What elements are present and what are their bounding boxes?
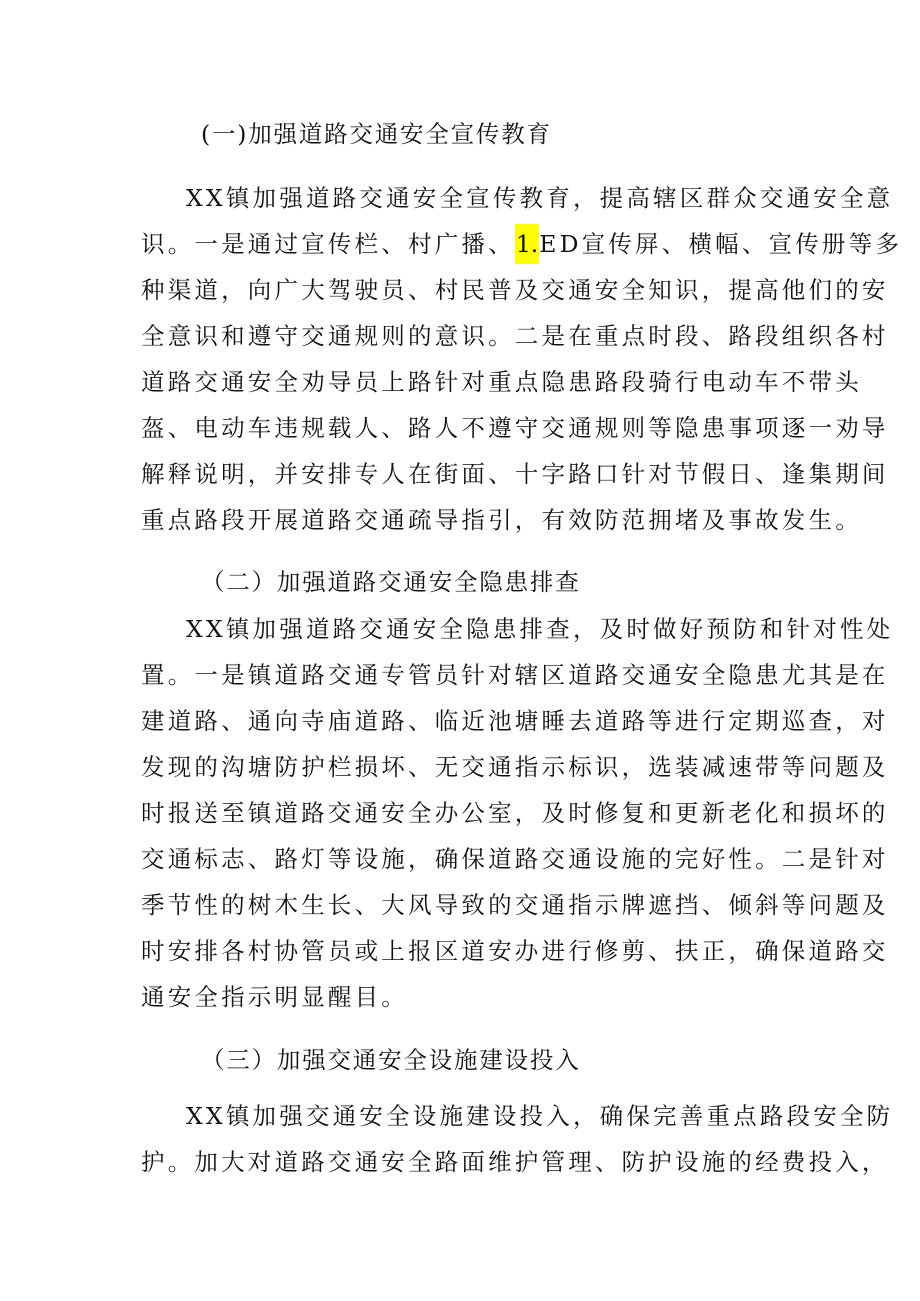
section-1-heading: (一)加强道路交通安全宣传教育 — [201, 120, 552, 148]
paragraph-line: 季节性的树木生长、大风导致的交通指示牌遮挡、倾斜等问题及 — [141, 891, 889, 919]
paragraph-line: 置。一是镇道路交通专管员针对辖区道路交通安全隐患尤其是在 — [141, 661, 889, 689]
paragraph-line: XX镇加强道路交通安全宣传教育，提高辖区群众交通安全意 — [186, 184, 894, 212]
paragraph-line: 交通标志、路灯等设施，确保道路交通设施的完好性。二是针对 — [141, 845, 889, 873]
paragraph-line: 盔、电动车违规载人、路人不遵守交通规则等隐患事项逐一劝导 — [141, 414, 889, 442]
section-2-heading: （二）加强道路交通安全隐患排查 — [201, 568, 581, 596]
paragraph-line: 护。加大对道路交通安全路面维护管理、防护设施的经费投入， — [141, 1148, 889, 1176]
paragraph-line: 解释说明，并安排专人在街面、十字路口针对节假日、逢集期间 — [141, 460, 889, 488]
paragraph-line: 时报送至镇道路交通安全办公室，及时修复和更新老化和损坏的 — [141, 799, 889, 827]
paragraph-line: 通安全指示明显醒目。 — [141, 983, 408, 1011]
section-3-heading: （三）加强交通安全设施建设投入 — [201, 1046, 581, 1074]
paragraph-line: 道路交通安全劝导员上路针对重点隐患路段骑行电动车不带头 — [141, 368, 862, 396]
paragraph-line: XX镇加强交通安全设施建设投入，确保完善重点路段安全防 — [186, 1102, 894, 1130]
paragraph-line: 全意识和遵守交通规则的意识。二是在重点时段、路段组织各村 — [141, 322, 889, 350]
paragraph-line: 重点路段开展道路交通疏导指引，有效防范拥堵及事故发生。 — [141, 506, 862, 534]
paragraph-line: 种渠道，向广大驾驶员、村民普及交通安全知识，提高他们的安 — [141, 276, 889, 304]
paragraph-line: 时安排各村协管员或上报区道安办进行修剪、扶正，确保道路交 — [141, 937, 889, 965]
paragraph-line: 发现的沟塘防护栏损坏、无交通指示标识，选装减速带等问题及 — [141, 753, 889, 781]
paragraph-line: 建道路、通向寺庙道路、临近池塘睡去道路等进行定期巡查，对 — [141, 707, 889, 735]
paragraph-text: 识。一是通过宣传栏、村广播、 — [141, 230, 515, 258]
paragraph-text: ED宣传屏、横幅、宣传册等多 — [539, 230, 903, 258]
paragraph-line-with-highlight — [141, 224, 902, 264]
paragraph-line: XX镇加强道路交通安全隐患排查，及时做好预防和针对性处 — [186, 615, 894, 643]
highlighted-text: 1. — [515, 224, 539, 264]
